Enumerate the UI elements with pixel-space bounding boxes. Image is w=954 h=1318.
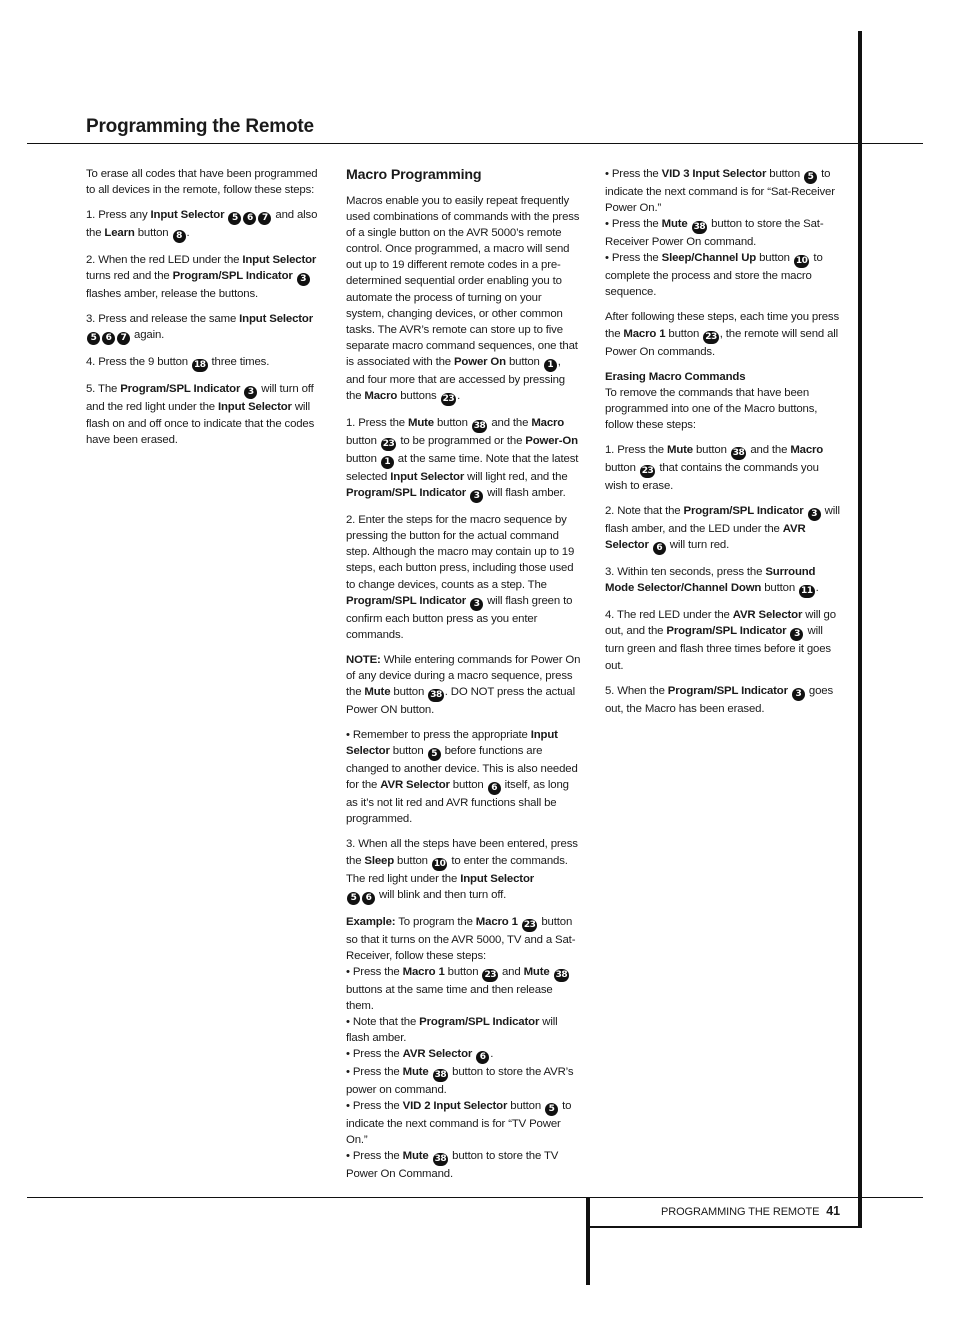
number-badge: 23 [442, 394, 455, 405]
step: 1. Press any Input Selector 5 6 7 and also the Learn button 8 . [86, 209, 318, 242]
step: 5. The Program/SPL Indicator 3 will turn off and the red light under the Input Selector will flash on and off once to indicate that the codes have been erased. [86, 383, 315, 446]
bullet: • Press the VID 2 Input Selector button 5 to indicate the next command is for “TV Power On.” [346, 1100, 572, 1147]
number-badge: 6 [488, 782, 501, 795]
bullet: • Press the Mute 38 button to store the TV Power On Command. [346, 1150, 559, 1181]
step: 2. Enter the steps for the macro sequence by pressing the button for the actual command step. Although the macro may contain up to 19 steps, each button press, including those used to change devices, counts as a step. The Program/SPL Indicator 3 will flash green to confirm each button press as you enter commands. [346, 514, 575, 641]
number-badge: 10 [433, 858, 446, 869]
number-badge: 5 [347, 892, 360, 905]
bullet: • Press the Mute 38 button to store the Sat-Receiver Power On command. [605, 218, 824, 249]
step: 3. Press and release the same Input Selector 5 6 7 again. [86, 313, 314, 344]
example: Example: To program the Macro 1 23 button so that it turns on the AVR 5000, TV and a Sat-Receiver, follow these steps: [346, 915, 576, 962]
bullet: • Press the AVR Selector 6 . [346, 1048, 494, 1063]
number-badge: 8 [173, 230, 186, 243]
bullet: • Press the VID 3 Input Selector button 5 to indicate the next command is for “Sat-Receiver Power On.” [605, 168, 835, 215]
step: 5. When the Program/SPL Indicator 3 goes out, the Macro has been erased. [605, 684, 834, 715]
number-badge: 38 [473, 421, 486, 432]
number-badge: 38 [555, 969, 568, 980]
page-title: Programming the Remote [86, 116, 314, 137]
section-heading: Macro Programming [346, 167, 482, 183]
number-badge: 38 [430, 689, 442, 700]
number-badge: 7 [117, 332, 130, 345]
subsection-heading: Erasing Macro Commands [605, 370, 746, 383]
column-erase-all-codes [86, 166, 320, 457]
number-badge: 5 [428, 748, 441, 761]
number-badge: 38 [434, 1154, 447, 1165]
bullet: • Press the Mute 38 button to store the AVR’s power on command. [346, 1066, 574, 1097]
number-badge: 3 [470, 490, 483, 503]
column-macro-programming [346, 166, 582, 1183]
number-badge: 23 [641, 466, 654, 477]
step: 4. Press the 9 button 18 three times. [86, 356, 270, 371]
bullet: • Note that the Program/SPL Indicator will flash amber. [346, 1016, 558, 1045]
number-badge: 1 [381, 456, 394, 469]
number-badge: 3 [808, 508, 821, 521]
footer-vertical-rule [586, 1197, 590, 1285]
step: 2. When the red LED under the Input Selector turns red and the Program/SPL Indicator 3 flashes amber, release the buttons. [86, 254, 317, 301]
number-badge: 6 [362, 892, 375, 905]
paragraph: Macros enable you to easily repeat frequently used combinations of commands with the press of a single button on the AVR 5000’s remote control. Once programmed, a macro will send out up to 19 different remote codes in a pre-determined sequential order enabling you to automate the process of turning on your system, changing devices, or other common tasks. The AVR’s remote can store up to five separate macro command sequences, one that is associated with the Power On button 1 , and four more that are accessed by pressing the Macro buttons 23 . [346, 195, 580, 405]
column-erasing-macros [605, 166, 841, 726]
number-badge: 3 [792, 688, 805, 701]
paragraph: To erase all codes that have been programmed to all devices in the remote, follow these steps: [86, 168, 318, 197]
number-badge: 23 [523, 919, 536, 930]
number-badge: 23 [484, 969, 496, 980]
footer-rule [27, 1197, 923, 1198]
number-badge: 10 [795, 256, 808, 267]
number-badge: 3 [244, 386, 257, 399]
paragraph: To remove the commands that have been programmed into one of the Macro buttons, follow these steps: [605, 386, 818, 431]
number-badge: 6 [653, 542, 666, 555]
number-badge: 7 [258, 212, 271, 225]
number-badge: 5 [228, 212, 241, 225]
step: 4. The red LED under the AVR Selector will go out, and the Program/SPL Indicator 3 will turn green and flash three times before it goes out. [605, 609, 836, 672]
page-footer [661, 1204, 840, 1218]
step: 1. Press the Mute button 38 and the Macro button 23 to be programmed or the Power-On button 1 at the same time. Note that the latest selected Input Selector will light red, and the Program/SPL Indicator 3 will flash amber. [346, 417, 579, 502]
bullet: • Press the Macro 1 button 23 and Mute 38 buttons at the same time and then release them. [346, 965, 568, 1012]
number-badge: 6 [243, 212, 256, 225]
number-badge: 6 [476, 1051, 489, 1064]
footer-box-rule [586, 1226, 862, 1228]
number-badge: 38 [732, 448, 745, 459]
number-badge: 23 [382, 439, 395, 450]
step: 3. Within ten seconds, press the Surround Mode Selector/Channel Down button 11 . [605, 566, 819, 597]
number-badge: 1 [544, 359, 557, 372]
right-margin-rule [858, 31, 862, 1227]
paragraph: After following these steps, each time you press the Macro 1 button 23 , the remote will send all Power On commands. [605, 311, 840, 358]
step: 2. Note that the Program/SPL Indicator 3 will flash amber, and the LED under the AVR Selector 6 will turn red. [605, 505, 840, 554]
bullet: • Remember to press the appropriate Input Selector button 5 before functions are changed to another device. This is also needed for the AVR Selector button 6 itself, as long as it’s not lit red and AVR functions shall be programmed. [346, 729, 578, 826]
number-badge: 3 [790, 628, 803, 641]
bullet: • Press the Sleep/Channel Up button 10 to complete the process and store the macro sequence. [605, 252, 823, 299]
step: 1. Press the Mute button 38 and the Macro button 23 that contains the commands you wish to erase. [605, 444, 824, 493]
number-badge: 6 [102, 332, 115, 345]
number-badge: 18 [193, 360, 206, 371]
footer-section-label: PROGRAMMING THE REMOTE [660, 1206, 820, 1218]
number-badge: 38 [693, 222, 706, 233]
number-badge: 3 [297, 273, 310, 286]
number-badge: 5 [545, 1103, 558, 1116]
number-badge: 38 [434, 1070, 447, 1081]
number-badge: 3 [470, 598, 483, 611]
note: NOTE: While entering commands for Power On of any device during a macro sequence, press the Mute button 38 . DO NOT press the actual Power ON button. [346, 653, 581, 716]
number-badge: 5 [87, 332, 100, 345]
number-badge: 11 [801, 586, 813, 597]
page-number: 41 [826, 1204, 840, 1218]
number-badge: 23 [705, 331, 717, 342]
step: 3. When all the steps have been entered, press the Sleep button 10 to enter the commands. The red light under the Input Selector 5 6 will blink and then turn off. [346, 838, 578, 903]
number-badge: 5 [804, 171, 817, 184]
header-rule [27, 143, 923, 144]
